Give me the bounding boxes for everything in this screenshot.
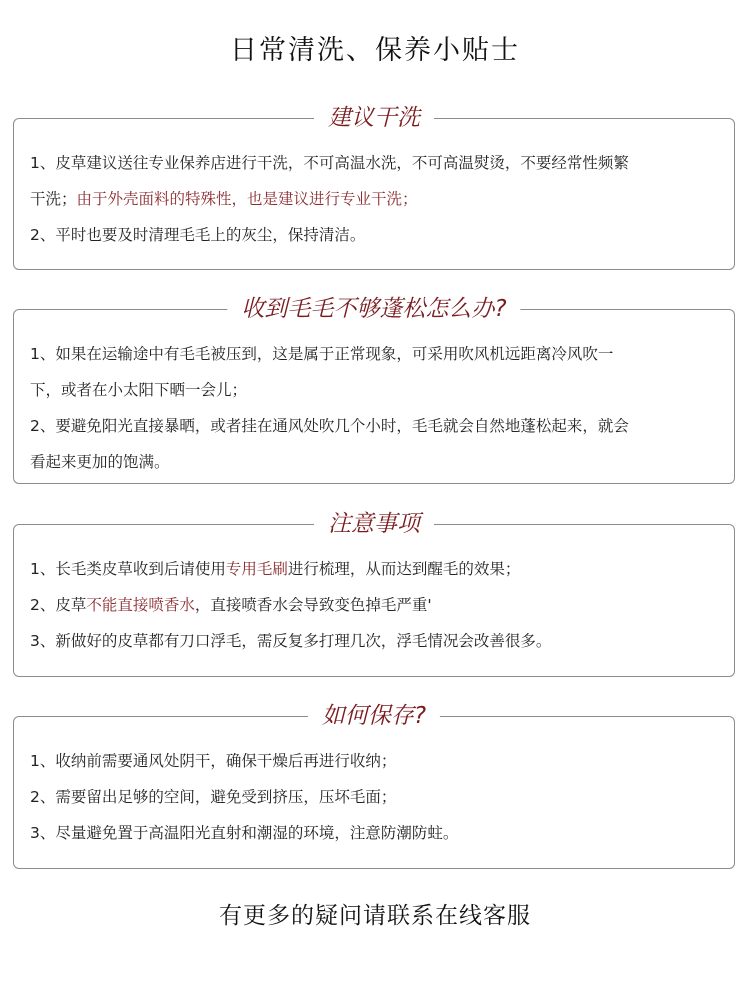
tip-text: 2、皮草 <box>30 596 87 614</box>
section-body <box>14 717 734 851</box>
tip-text: 1、长毛类皮草收到后请使用 <box>30 560 226 578</box>
contact-footer: 有更多的疑问请联系在线客服 <box>219 903 531 929</box>
tip-text: 进行梳理，从而达到醒毛的效果； <box>287 560 521 578</box>
section-title: 建议干洗 <box>314 100 434 136</box>
tip-line: 1、收纳前需要通风处阴干，确保干燥后再进行收纳； <box>30 752 397 770</box>
tip-text: ，直接喷香水会导致变色掉毛严重' <box>194 596 432 614</box>
tip-line: 2、需要留出足够的空间，避免受到挤压，压坏毛面； <box>30 788 397 806</box>
section-precautions <box>13 511 735 677</box>
section-body <box>14 310 734 480</box>
section-body <box>14 119 734 253</box>
section-storage <box>13 703 735 869</box>
tip-line: 下，或者在小太阳下晒一会儿； <box>30 381 248 399</box>
tip-line: 1、皮草建议送往专业保养店进行干洗，不可高温水洗，不可高温熨烫，不要经常性频繁 <box>30 154 629 172</box>
section-body <box>14 525 734 659</box>
section-fluffiness <box>13 296 735 484</box>
tip-line: 1、如果在运输途中有毛毛被压到，这是属于正常现象，可采用吹风机远距离冷风吹一 <box>30 345 614 363</box>
tip-highlight: 专用毛刷 <box>225 560 288 578</box>
tip-line: 3、新做好的皮草都有刀口浮毛，需反复多打理几次，浮毛情况会改善很多。 <box>30 632 552 650</box>
section-dry-clean <box>13 105 735 270</box>
section-title: 注意事项 <box>314 506 434 542</box>
tip-line <box>30 181 718 217</box>
section-title: 如何保存? <box>308 698 440 734</box>
tip-text: 干洗； <box>30 190 77 208</box>
tip-line: 2、平时也要及时清理毛毛上的灰尘，保持清洁。 <box>30 226 366 244</box>
tip-highlight: 不能直接喷香水 <box>86 596 195 614</box>
tip-line: 看起来更加的饱满。 <box>30 453 170 471</box>
page-title: 日常清洗、保养小贴士 <box>230 35 520 66</box>
tip-highlight: 由于外壳面料的特殊性，也是建议进行专业干洗； <box>76 190 418 208</box>
tip-line <box>30 551 718 587</box>
tip-line: 3、尽量避免置于高温阳光直射和潮湿的环境，注意防潮防蛀。 <box>30 824 459 842</box>
tip-line <box>30 587 718 623</box>
section-title: 收到毛毛不够蓬松怎么办? <box>227 291 520 327</box>
tip-line: 2、要避免阳光直接暴晒，或者挂在通风处吹几个小时，毛毛就会自然地蓬松起来，就会 <box>30 417 629 435</box>
